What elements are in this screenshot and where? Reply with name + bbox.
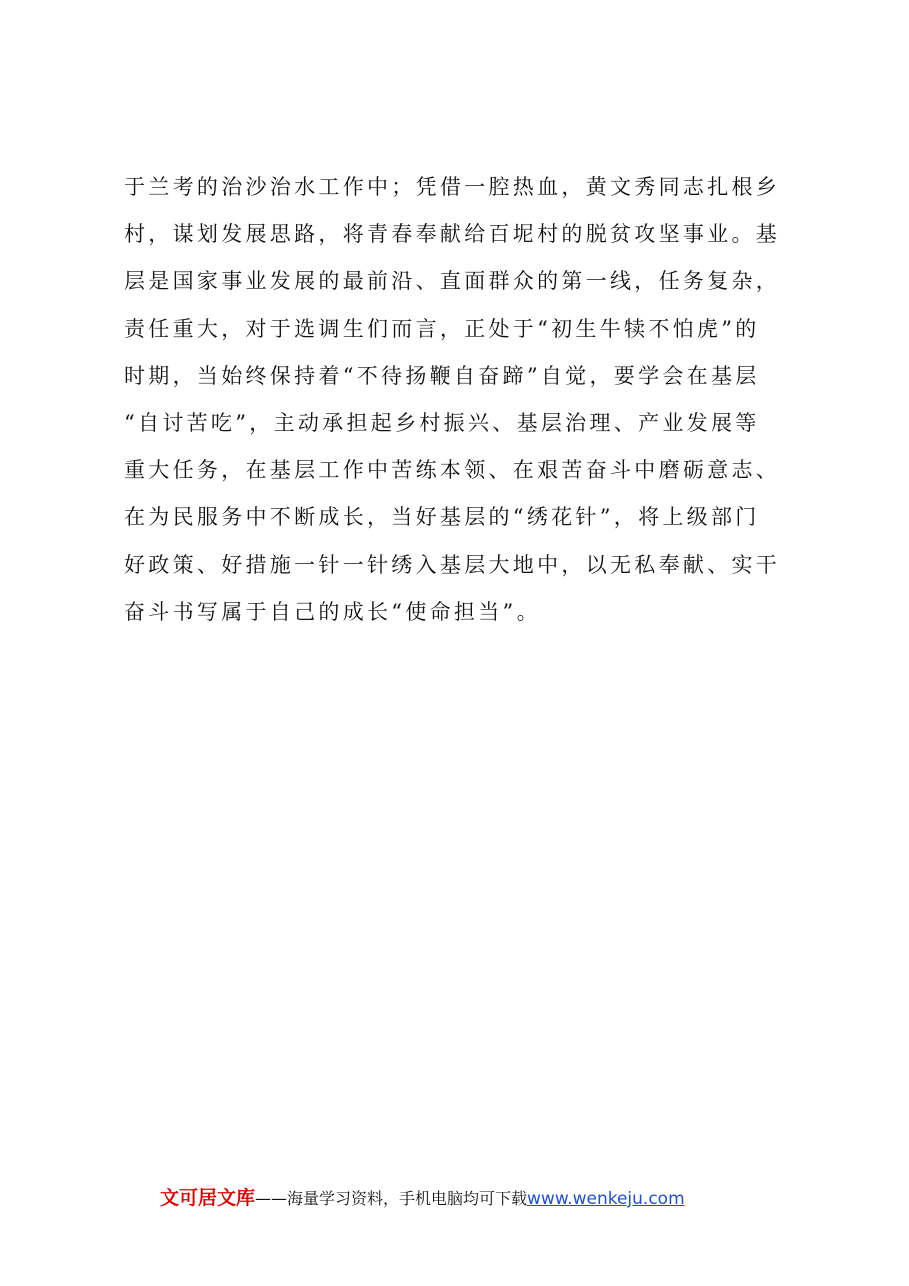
text-line: 责任重大，对于选调生们而言，正处于“初生牛犊不怕虎”的 [124, 316, 760, 341]
website-link[interactable]: www.wenkeju.com [527, 1189, 685, 1209]
text-line: 在为民服务中不断成长，当好基层的“绣花针”，将上级部门 [124, 505, 760, 530]
text-line: “自讨苦吃”，主动承担起乡村振兴、基层治理、产业发展等 [124, 410, 760, 435]
text-line: 重大任务，在基层工作中苦练本领、在艰苦奋斗中磨砺意志、 [124, 458, 781, 483]
text-line: 层是国家事业发展的最前沿、直面群众的第一线，任务复杂， [124, 269, 781, 294]
text-line: 时期，当始终保持着“不待扬鞭自奋蹄”自觉，要学会在基层 [124, 363, 760, 388]
brand-name: 文可居文库 [160, 1187, 256, 1209]
text-line: 村，谋划发展思路，将青春奉献给百坭村的脱贫攻坚事业。基 [124, 222, 781, 247]
text-line: 奋斗书写属于自己的成长“使命担当”。 [124, 599, 541, 624]
body-paragraph [124, 164, 800, 636]
text-line: 于兰考的治沙治水工作中；凭借一腔热血，黄文秀同志扎根乡 [124, 175, 781, 199]
text-line: 好政策、好措施一针一针绣入基层大地中，以无私奉献、实干 [124, 552, 781, 577]
page-footer [160, 1183, 800, 1213]
footer-tagline: ——海量学习资料，手机电脑均可下载 [255, 1189, 528, 1208]
